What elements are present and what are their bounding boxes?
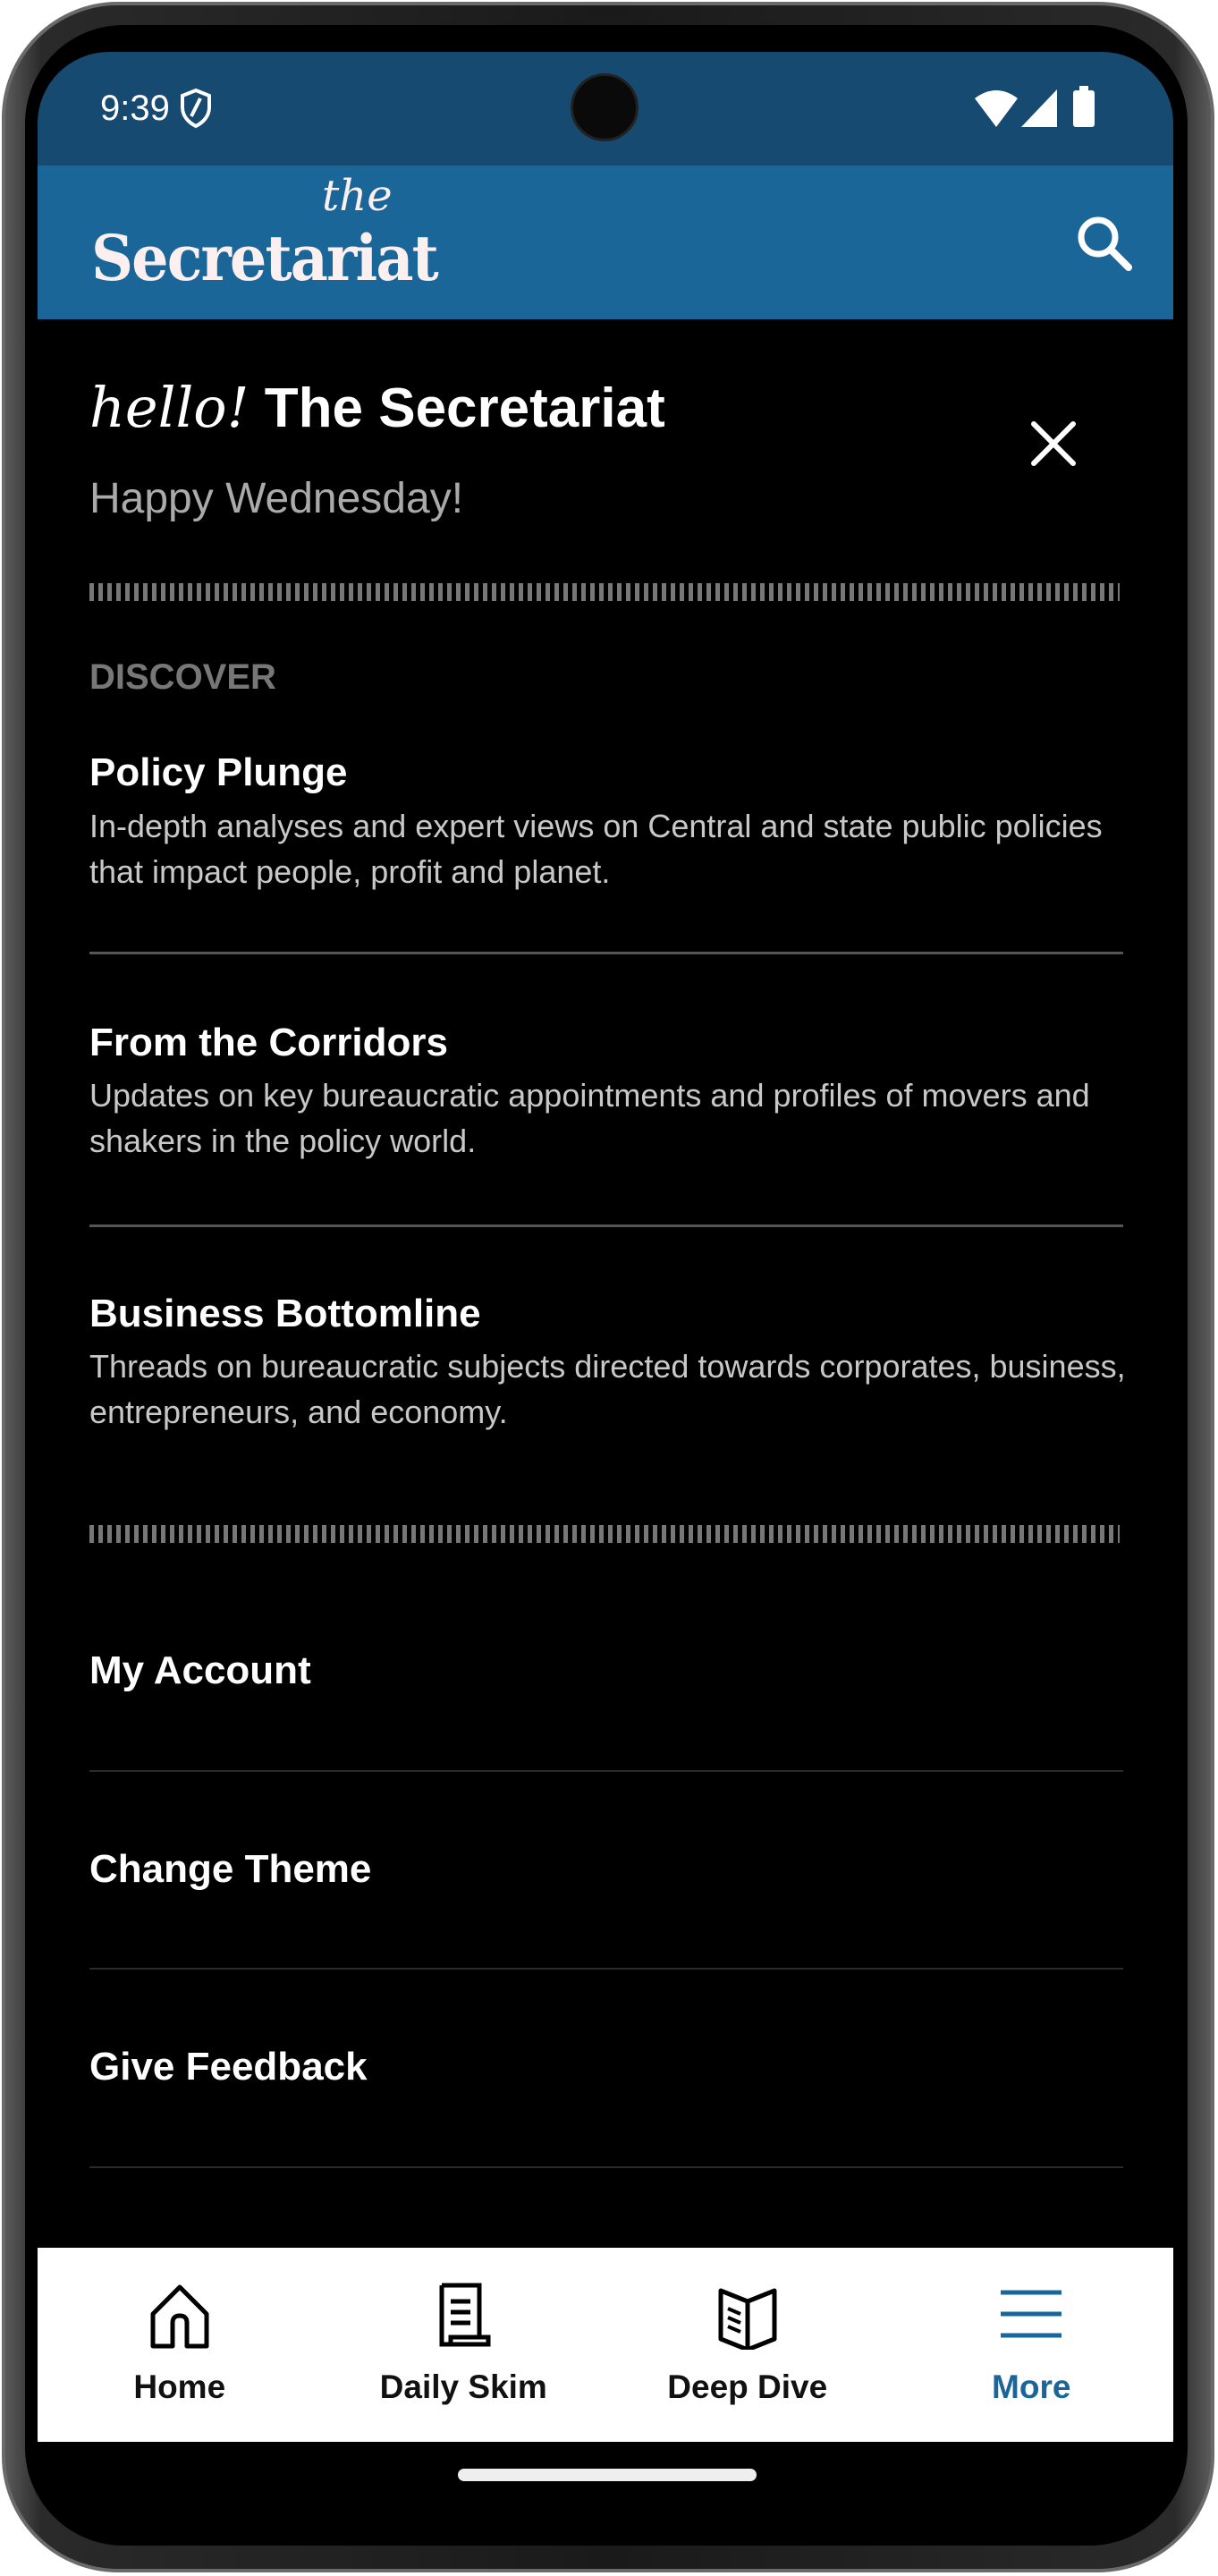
menu-change-theme[interactable]: Change Theme [89, 1847, 372, 1891]
scroll-icon [429, 2282, 497, 2350]
camera-cutout [571, 73, 639, 141]
divider [89, 1770, 1123, 1772]
nav-label: Daily Skim [379, 2368, 547, 2405]
status-bar [38, 52, 1173, 165]
menu-my-account[interactable]: My Account [89, 1648, 311, 1692]
item-title: Business Bottomline [89, 1292, 481, 1335]
close-icon[interactable] [1030, 420, 1077, 467]
screen [38, 52, 1173, 2510]
nav-label: More [992, 2368, 1071, 2405]
home-icon [146, 2282, 214, 2350]
menu-icon [997, 2282, 1065, 2350]
nav-label: Deep Dive [667, 2368, 828, 2405]
item-desc: Updates on key bureaucratic appointments and profiles of movers and shakers in the policy world. [89, 1077, 1090, 1159]
divider [89, 1224, 1123, 1227]
bottom-nav [38, 2248, 1173, 2442]
divider [89, 1968, 1123, 1970]
book-icon [714, 2282, 782, 2350]
battery-icon [1073, 86, 1095, 127]
divider [89, 2166, 1123, 2168]
shield-icon [179, 88, 213, 129]
logo-the: the [322, 171, 393, 221]
home-indicator[interactable] [458, 2469, 757, 2481]
signal-icon [1021, 89, 1057, 127]
wifi-icon [975, 89, 1018, 127]
hello-name: The Secretariat [264, 377, 665, 439]
hello-word: hello! [89, 375, 250, 440]
hello-title [89, 376, 665, 441]
logo-main: Secretariat [91, 221, 437, 295]
status-time: 9:39 [100, 89, 170, 128]
nav-deep-dive[interactable] [605, 2248, 890, 2442]
item-title: From the Corridors [89, 1021, 448, 1064]
dashed-divider [89, 1525, 1120, 1543]
search-icon[interactable] [1075, 214, 1134, 273]
nav-home[interactable] [38, 2248, 322, 2442]
item-desc: Threads on bureaucratic subjects directed towards corporates, business, entrepreneurs, and economy. [89, 1348, 1126, 1430]
item-title: Policy Plunge [89, 750, 348, 794]
nav-label: Home [133, 2368, 226, 2405]
greeting: Happy Wednesday! [89, 475, 464, 522]
divider [89, 952, 1123, 954]
dashed-divider [89, 583, 1120, 601]
menu-give-feedback[interactable]: Give Feedback [89, 2045, 368, 2089]
app-header [38, 165, 1173, 319]
item-desc: In-depth analyses and expert views on Central and state public policies that impact people, profit and planet. [89, 808, 1103, 890]
section-label: DISCOVER [89, 657, 276, 697]
nav-more[interactable] [890, 2248, 1174, 2442]
nav-daily-skim[interactable] [322, 2248, 606, 2442]
